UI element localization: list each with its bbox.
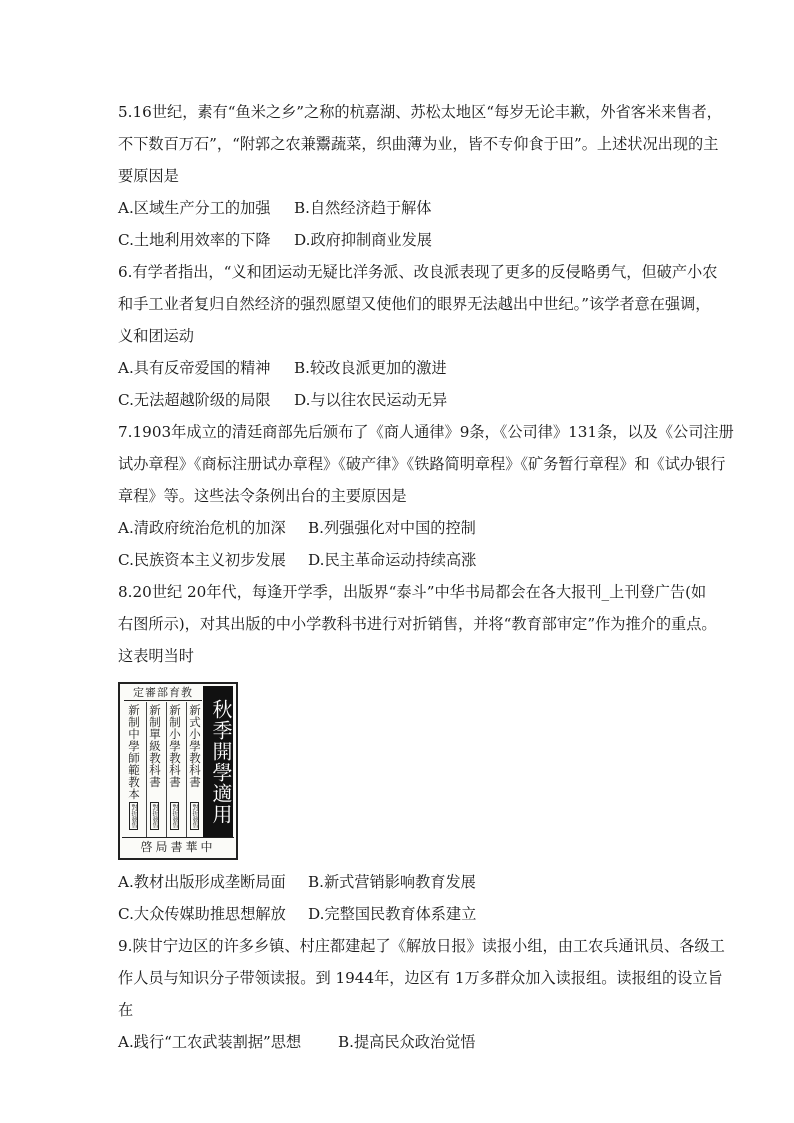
question-7 — [118, 416, 734, 576]
option-a[interactable]: A.教材出版形成垄断局面 — [118, 873, 286, 891]
option-b[interactable]: B.列强强化对中国的控制 — [308, 519, 476, 537]
option-row — [118, 898, 678, 930]
option-row — [118, 192, 678, 224]
option-row — [118, 1026, 678, 1058]
ad-column: 新制小學教科書 — [168, 704, 182, 788]
option-d[interactable]: D.政府抑制商业发展 — [294, 231, 432, 249]
question-text: 8.20世纪 20年代，每逢开学季，出版界“泰斗”中华书局都会在各大报刊_上刊登广告(如 — [118, 583, 707, 601]
ad-discount-tag: 對折發售 — [171, 804, 178, 828]
option-d[interactable]: D.民主革命运动持续高涨 — [308, 551, 477, 569]
option-b[interactable]: B.较改良派更加的激进 — [294, 359, 447, 377]
option-d[interactable]: D.与以往农民运动无异 — [294, 391, 448, 409]
question-text: 5.16世纪，素有“鱼米之乡”之称的杭嘉湖、苏松太地区“每岁无论丰歉，外省客米来售者， — [118, 103, 722, 121]
question-text: 右图所示)，对其出版的中小学教科书进行对折销售，并将“教育部审定”作为推介的重点。 — [118, 615, 717, 633]
question-text: 和手工业者复归自然经济的强烈愿望又使他们的眼界无法越出中世纪。”该学者意在强调， — [118, 295, 711, 313]
question-text: 在 — [118, 1001, 134, 1019]
ad-divider — [186, 702, 187, 838]
option-a[interactable]: A.清政府统治危机的加深 — [118, 519, 286, 537]
option-a[interactable]: A.践行“工农武装割据”思想 — [118, 1033, 302, 1051]
option-row — [118, 352, 678, 384]
option-row — [118, 384, 678, 416]
ad-header: 定審部育教 — [124, 686, 202, 701]
option-row — [118, 544, 678, 576]
option-a[interactable]: A.区域生产分工的加强 — [118, 199, 271, 217]
question-text: 义和团运动 — [118, 327, 194, 345]
option-c[interactable]: C.大众传媒助推思想解放 — [118, 905, 286, 923]
question-6 — [118, 256, 718, 416]
option-b[interactable]: B.自然经济趋于解体 — [294, 199, 432, 217]
option-row — [118, 224, 678, 256]
option-b[interactable]: B.新式营销影响教育发展 — [308, 873, 476, 891]
ad-discount-tag: 對折發售 — [130, 804, 137, 828]
question-text: 这表明当时 — [118, 647, 194, 665]
question-text: 试办章程》《商标注册试办章程》《破产律》《铁路简明章程》《矿务暂行章程》和《试办银行 — [118, 455, 726, 473]
ad-footer: 啓局書華中 — [122, 837, 234, 856]
option-c[interactable]: C.民族资本主义初步发展 — [118, 551, 286, 569]
ad-column: 新制單級教科書 — [148, 704, 162, 788]
ad-column: 新式小學教科書 — [188, 704, 202, 788]
question-text: 6.有学者指出，“义和团运动无疑比洋务派、改良派表现了更多的反侵略勇气，但破产小农 — [118, 263, 718, 281]
ad-divider — [146, 702, 147, 838]
option-row — [118, 866, 678, 898]
question-text: 9.陕甘宁边区的许多乡镇、村庄都建起了《解放日报》读报小组，由工农兵通讯员、各级工 — [118, 937, 725, 955]
option-row — [118, 512, 678, 544]
ad-divider — [166, 702, 167, 838]
question-text: 作人员与知识分子带领读报。到 1944年，边区有 1万多群众加入读报组。读报组的设立旨 — [118, 969, 723, 987]
option-b[interactable]: B.提高民众政治觉悟 — [338, 1033, 476, 1051]
question-text: 章程》等。这些法令条例出台的主要原因是 — [118, 487, 407, 505]
question-8 — [118, 576, 717, 930]
question-text: 不下数百万石”，“附郭之农兼鬻蔬菜，织曲薄为业，皆不专仰食于田”。上述状况出现的主 — [118, 135, 719, 153]
option-a[interactable]: A.具有反帝爱国的精神 — [118, 359, 271, 377]
option-c[interactable]: C.土地利用效率的下降 — [118, 231, 271, 249]
ad-discount-tag: 對折發售 — [151, 804, 158, 828]
exam-page — [118, 96, 734, 1058]
ad-discount-tag: 對折發售 — [191, 804, 198, 828]
ad-column: 新制中學師範教本 — [127, 704, 141, 800]
question-text: 7.1903年成立的清廷商部先后颁布了《商人通律》9条，《公司律》131条，以及《公司注册 — [118, 423, 734, 441]
question-9 — [118, 930, 725, 1058]
question-5 — [118, 96, 722, 256]
newspaper-ad-image — [118, 682, 238, 860]
ad-slogan: 秋季開學適用 — [203, 686, 233, 838]
option-d[interactable]: D.完整国民教育体系建立 — [308, 905, 477, 923]
option-c[interactable]: C.无法超越阶级的局限 — [118, 391, 271, 409]
question-text: 要原因是 — [118, 167, 179, 185]
